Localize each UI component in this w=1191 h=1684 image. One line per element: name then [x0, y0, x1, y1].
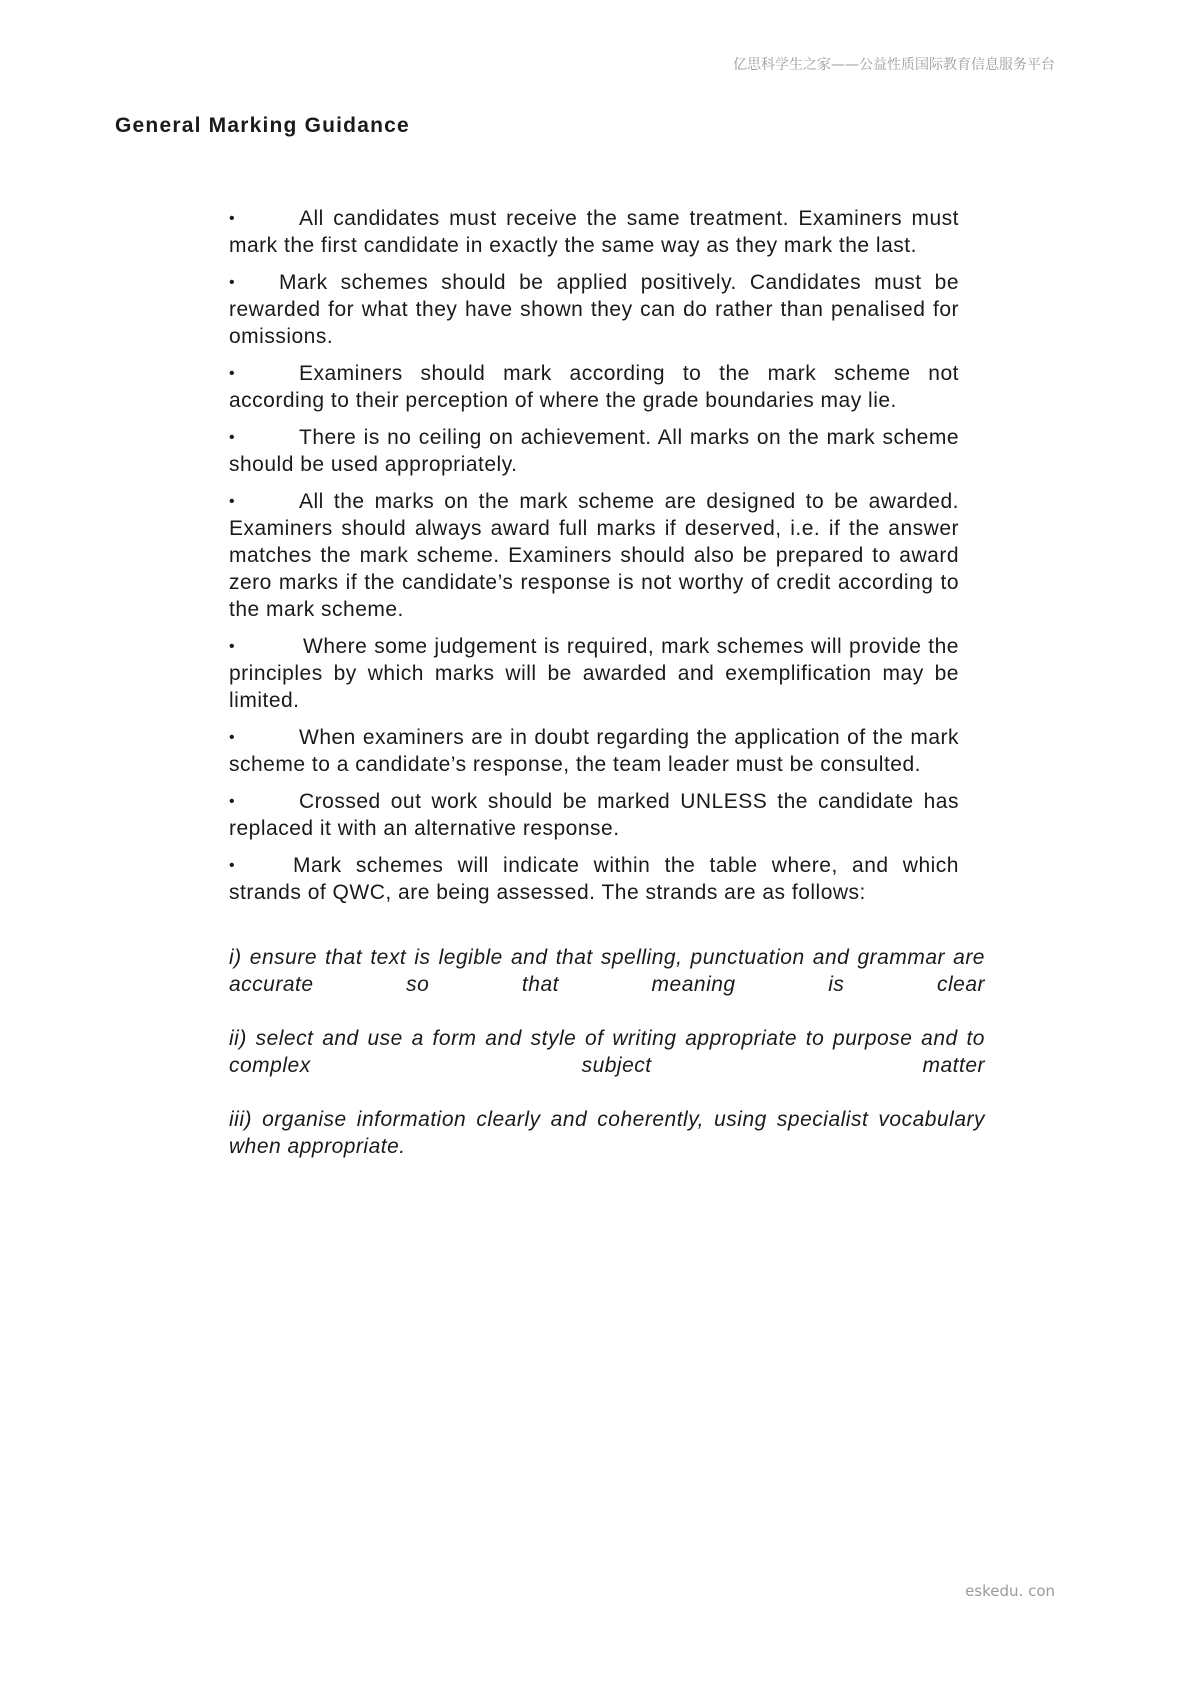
- guidance-bullet: [229, 488, 959, 623]
- guidance-bullet: [229, 724, 959, 778]
- guidance-bullet: [229, 269, 959, 350]
- guidance-bullet: [229, 424, 959, 478]
- bullet-text: Where some judgement is required, mark schemes will provide the principles by which marks will be awarded and exemplification may be limited.: [229, 635, 959, 712]
- bullet-text: Mark schemes should be applied positively. Candidates must be rewarded for what they have shown they can do rather than penalised for omissions.: [229, 271, 959, 348]
- qwc-strand: i) ensure that text is legible and that spelling, punctuation and grammar are accurate so that meaning is clear: [229, 946, 985, 996]
- bullet-text: All the marks on the mark scheme are designed to be awarded. Examiners should always award full marks if deserved, i.e. if the answer matches the mark scheme. Examiners should also be prepared to award zero marks if the candidate’s response is not worthy of credit according to the mark scheme.: [229, 490, 959, 621]
- footer-watermark-text: eskedu. con: [965, 1582, 1055, 1600]
- bullet-dot: •: [229, 210, 236, 227]
- guidance-bullet: [229, 788, 959, 842]
- header-watermark-text: 亿思科学生之家——公益性质国际教育信息服务平台: [733, 57, 1055, 73]
- bullet-dot: •: [229, 365, 236, 382]
- bullet-text: When examiners are in doubt regarding the application of the mark scheme to a candidate’s response, the team leader must be consulted.: [229, 726, 959, 776]
- bullet-dot: •: [229, 638, 236, 655]
- bullet-text: All candidates must receive the same treatment. Examiners must mark the first candidate in exactly the same way as they mark the last.: [229, 207, 959, 257]
- guidance-bullet: [229, 852, 959, 906]
- bullet-text: Mark schemes will indicate within the table where, and which strands of QWC, are being assessed. The strands are as follows:: [229, 854, 959, 904]
- guidance-bullet: [229, 633, 959, 714]
- bullet-text: Crossed out work should be marked UNLESS the candidate has replaced it with an alternative response.: [229, 790, 959, 840]
- guidance-bullet: [229, 360, 959, 414]
- qwc-strand-list: [229, 944, 985, 1160]
- qwc-strand: iii) organise information clearly and coherently, using specialist vocabulary when appropriate.: [229, 1108, 985, 1158]
- bullet-dot: •: [229, 729, 236, 746]
- bullet-text: Examiners should mark according to the mark scheme not according to their perception of where the grade boundaries may lie.: [229, 362, 959, 412]
- page-title: General Marking Guidance: [115, 114, 410, 137]
- bullet-dot: •: [229, 429, 236, 446]
- bullet-text: There is no ceiling on achievement. All marks on the mark scheme should be used appropriately.: [229, 426, 959, 476]
- bullet-dot: •: [229, 274, 236, 291]
- bullet-dot: •: [229, 493, 236, 510]
- qwc-strand: ii) select and use a form and style of writing appropriate to purpose and to complex subject matter: [229, 1027, 985, 1077]
- bullet-dot: •: [229, 793, 236, 810]
- guidance-bullet: [229, 205, 959, 259]
- bullet-dot: •: [229, 857, 236, 874]
- guidance-content: [229, 205, 985, 1187]
- guidance-bullet-list: [229, 205, 959, 906]
